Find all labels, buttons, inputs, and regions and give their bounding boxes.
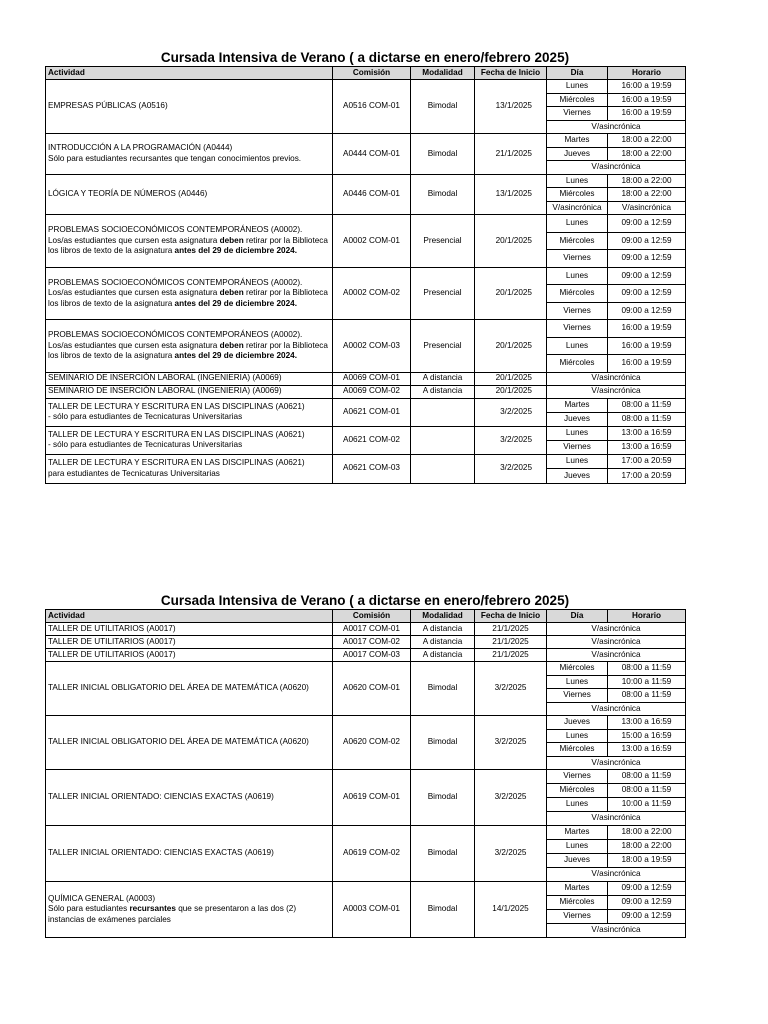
dia-cell: Lunes [547,798,608,812]
modalidad-cell: Bimodal [411,716,475,770]
actividad-note: que se presentaron a las dos (2) instancias de exámenes parciales [48,904,297,924]
actividad-note: Sólo para estudiantes [48,904,128,914]
fecha-cell: 3/2/2025 [475,770,547,826]
table-row [46,267,686,285]
comision-cell: A0621 COM-03 [333,454,411,483]
fecha-cell: 21/1/2025 [475,636,547,649]
horario-cell: 18:00 a 22:00 [608,840,686,854]
table-row [46,426,686,440]
actividad-cell [46,398,333,426]
horario-cell: 09:00 a 12:59 [608,285,686,303]
actividad-cell [46,267,333,320]
actividad-cell [46,426,333,454]
horario-cell: 13:00 a 16:59 [608,440,686,454]
dia-cell: Lunes [547,454,608,469]
actividad-note-bold: antes del 29 de diciembre 2024. [174,351,297,360]
horario-cell: 18:00 a 22:00 [608,826,686,840]
header-modalidad: Modalidad [411,67,475,80]
asincronica-cell: V/asincrónica [547,924,686,938]
dia-cell: Miércoles [547,896,608,910]
dia-cell: Viernes [547,770,608,784]
dia-cell: Lunes [547,840,608,854]
horario-cell: 18:00 a 22:00 [608,147,686,161]
table-row [46,80,686,94]
horario-cell: 15:00 a 16:59 [608,729,686,743]
dia-cell: Miércoles [547,232,608,250]
page-title: Cursada Intensiva de Verano ( a dictarse en enero/febrero 2025) [160,593,570,608]
horario-cell: 18:00 a 22:00 [608,174,686,188]
actividad-note-bold: deben [219,288,244,297]
table-row [46,174,686,188]
actividad-note: para estudiantes de Tecnicaturas Universitarias [48,468,220,478]
horario-cell: 08:00 a 11:59 [608,784,686,798]
dia-cell: Lunes [547,80,608,94]
table-row [46,770,686,784]
horario-cell: V/asincrónica [608,201,686,215]
comision-cell: A0620 COM-01 [333,662,411,716]
actividad-note: retirar por la Biblioteca los libros de texto de la asignatura [48,235,328,255]
dia-cell: Viernes [547,320,608,338]
table-row [46,882,686,896]
actividad-cell [46,454,333,483]
actividad-cell: TALLER INICIAL ORIENTADO: CIENCIAS EXACTAS (A0619) [46,770,333,826]
asincronica-cell: V/asincrónica [547,756,686,770]
horario-cell: 18:00 a 19:59 [608,854,686,868]
comision-cell: A0002 COM-02 [333,267,411,320]
comision-cell: A0002 COM-03 [333,320,411,373]
dia-cell: Martes [547,826,608,840]
actividad-name: PROBLEMAS SOCIOECONÓMICOS CONTEMPORÁNEOS (A0002). [48,277,303,287]
comision-cell: A0069 COM-02 [333,385,411,398]
dia-cell: Lunes [547,675,608,689]
dia-cell: Viernes [547,302,608,320]
dia-cell: Lunes [547,174,608,188]
fecha-cell: 21/1/2025 [475,649,547,662]
actividad-note: Los/as estudiantes que cursen esta asignatura [48,235,218,245]
comision-cell: A0002 COM-01 [333,215,411,268]
modalidad-cell: A distancia [411,623,475,636]
table-row [46,134,686,148]
table-row [46,398,686,412]
asincronica-cell: V/asincrónica [547,385,686,398]
comision-cell: A0003 COM-01 [333,882,411,938]
dia-cell: Jueves [547,469,608,484]
asincronica-cell: V/asincrónica [547,812,686,826]
comision-cell: A0621 COM-02 [333,426,411,454]
horario-cell: 17:00 a 20:59 [608,469,686,484]
fecha-cell: 3/2/2025 [475,716,547,770]
comision-cell: A0621 COM-01 [333,398,411,426]
actividad-cell: TALLER DE UTILITARIOS (A0017) [46,623,333,636]
fecha-cell: 20/1/2025 [475,372,547,385]
table-row [46,826,686,840]
actividad-cell: TALLER DE UTILITARIOS (A0017) [46,636,333,649]
horario-cell: 09:00 a 12:59 [608,250,686,268]
actividad-note-bold: antes del 29 de diciembre 2024. [174,246,297,255]
header-comision: Comisión [333,67,411,80]
dia-cell: Jueves [547,854,608,868]
comision-cell: A0017 COM-02 [333,636,411,649]
fecha-cell: 20/1/2025 [475,215,547,268]
horario-cell: 09:00 a 12:59 [608,232,686,250]
comision-cell: A0516 COM-01 [333,80,411,134]
header-horario: Horario [608,610,686,623]
actividad-name: PROBLEMAS SOCIOECONÓMICOS CONTEMPORÁNEOS (A0002). [48,225,303,234]
horario-cell: 09:00 a 12:59 [608,882,686,896]
actividad-note-bold: recursantes [129,904,176,914]
asincronica-cell: V/asincrónica [547,120,686,134]
header-actividad: Actividad [46,610,333,623]
asincronica-cell: V/asincrónica [547,623,686,636]
table-row [46,454,686,469]
dia-cell: Miércoles [547,662,608,676]
horario-cell: 10:00 a 11:59 [608,798,686,812]
schedule-table-2 [45,609,686,938]
header-comision: Comisión [333,610,411,623]
table-row [46,372,686,385]
actividad-cell: LÓGICA Y TEORÍA DE NÚMEROS (A0446) [46,174,333,215]
asincronica-cell: V/asincrónica [547,636,686,649]
horario-cell: 08:00 a 11:59 [608,689,686,703]
fecha-cell: 20/1/2025 [475,320,547,373]
modalidad-cell: A distancia [411,372,475,385]
fecha-cell: 14/1/2025 [475,882,547,938]
actividad-cell [46,215,333,268]
dia-cell: Viernes [547,440,608,454]
actividad-note: - sólo para estudiantes de Tecnicaturas Universitarias [48,412,243,421]
header-actividad: Actividad [46,67,333,80]
actividad-cell [46,320,333,373]
actividad-note: Los/as estudiantes que cursen esta asignatura [48,340,218,350]
horario-cell: 09:00 a 12:59 [608,302,686,320]
fecha-cell: 21/1/2025 [475,623,547,636]
modalidad-cell: Presencial [411,267,475,320]
horario-cell: 10:00 a 11:59 [608,675,686,689]
modalidad-cell [411,426,475,454]
horario-cell: 09:00 a 12:59 [608,267,686,285]
fecha-cell: 3/2/2025 [475,398,547,426]
table-row [46,215,686,233]
dia-cell: Lunes [547,267,608,285]
comision-cell: A0444 COM-01 [333,134,411,175]
comision-cell: A0446 COM-01 [333,174,411,215]
actividad-name: TALLER DE LECTURA Y ESCRITURA EN LAS DISCIPLINAS (A0621) [48,429,305,439]
comision-cell: A0620 COM-02 [333,716,411,770]
fecha-cell: 3/2/2025 [475,426,547,454]
dia-cell: Martes [547,398,608,412]
modalidad-cell: Bimodal [411,662,475,716]
fecha-cell: 3/2/2025 [475,454,547,483]
dia-cell: Miércoles [547,743,608,757]
modalidad-cell: A distancia [411,385,475,398]
header-row [46,67,686,80]
dia-cell: Viernes [547,910,608,924]
dia-cell: Jueves [547,412,608,426]
actividad-cell [46,134,333,175]
header-fecha: Fecha de Inicio [475,67,547,80]
horario-cell: 08:00 a 11:59 [608,662,686,676]
schedule-block-2 [45,593,685,938]
modalidad-cell: Bimodal [411,174,475,215]
modalidad-cell: Presencial [411,320,475,373]
horario-cell: 17:00 a 20:59 [608,454,686,469]
fecha-cell: 13/1/2025 [475,80,547,134]
actividad-cell [46,882,333,938]
header-dia: Día [547,67,608,80]
actividad-cell: TALLER INICIAL OBLIGATORIO DEL ÁREA DE MATEMÁTICA (A0620) [46,662,333,716]
horario-cell: 16:00 a 19:59 [608,355,686,373]
horario-cell: 09:00 a 12:59 [608,910,686,924]
horario-cell: 16:00 a 19:59 [608,80,686,94]
dia-cell: Jueves [547,716,608,730]
horario-cell: 09:00 a 12:59 [608,896,686,910]
actividad-cell: EMPRESAS PÚBLICAS (A0516) [46,80,333,134]
actividad-note-bold: deben [219,340,244,350]
horario-cell: 16:00 a 19:59 [608,107,686,121]
actividad-cell: SEMINARIO DE INSERCIÓN LABORAL (INGENIERIA) (A0069) [46,372,333,385]
modalidad-cell: A distancia [411,636,475,649]
comision-cell: A0619 COM-01 [333,770,411,826]
actividad-name: PROBLEMAS SOCIOECONÓMICOS CONTEMPORÁNEOS (A0002). [48,330,303,339]
horario-cell: 13:00 a 16:59 [608,426,686,440]
horario-cell: 08:00 a 11:59 [608,412,686,426]
dia-cell: Miércoles [547,784,608,798]
header-dia: Día [547,610,608,623]
horario-cell: 08:00 a 11:59 [608,770,686,784]
modalidad-cell: Presencial [411,215,475,268]
table-row [46,649,686,662]
actividad-note: - sólo para estudiantes de Tecnicaturas Universitarias [48,440,243,449]
horario-cell: 13:00 a 16:59 [608,716,686,730]
dia-cell: Lunes [547,215,608,233]
actividad-note: retirar por la Biblioteca los libros de texto de la asignatura [48,288,328,308]
fecha-cell: 3/2/2025 [475,662,547,716]
actividad-name: TALLER DE LECTURA Y ESCRITURA EN LAS DISCIPLINAS (A0621) [48,401,305,411]
horario-cell: 18:00 a 22:00 [608,134,686,148]
actividad-cell: SEMINARIO DE INSERCIÓN LABORAL (INGENIERIA) (A0069) [46,385,333,398]
modalidad-cell [411,454,475,483]
actividad-cell: TALLER INICIAL ORIENTADO: CIENCIAS EXACTAS (A0619) [46,826,333,882]
dia-cell: Lunes [547,337,608,355]
dia-cell: V/asincrónica [547,201,608,215]
asincronica-cell: V/asincrónica [547,372,686,385]
schedule-table-1 [45,66,686,484]
horario-cell: 13:00 a 16:59 [608,743,686,757]
header-row [46,610,686,623]
dia-cell: Miércoles [547,93,608,107]
modalidad-cell: Bimodal [411,80,475,134]
header-modalidad: Modalidad [411,610,475,623]
dia-cell: Lunes [547,426,608,440]
dia-cell: Miércoles [547,355,608,373]
page-title: Cursada Intensiva de Verano ( a dictarse en enero/febrero 2025) [160,50,570,65]
asincronica-cell: V/asincrónica [547,868,686,882]
header-horario: Horario [608,67,686,80]
modalidad-cell [411,398,475,426]
actividad-name: QUÍMICA GENERAL (A0003) [48,893,156,903]
table-row [46,716,686,730]
horario-cell: 16:00 a 19:59 [608,337,686,355]
actividad-cell: TALLER DE UTILITARIOS (A0017) [46,649,333,662]
horario-cell: 18:00 a 22:00 [608,188,686,202]
dia-cell: Martes [547,882,608,896]
fecha-cell: 13/1/2025 [475,174,547,215]
horario-cell: 09:00 a 12:59 [608,215,686,233]
table-row [46,636,686,649]
comision-cell: A0017 COM-01 [333,623,411,636]
dia-cell: Miércoles [547,285,608,303]
horario-cell: 16:00 a 19:59 [608,93,686,107]
fecha-cell: 20/1/2025 [475,385,547,398]
fecha-cell: 20/1/2025 [475,267,547,320]
actividad-note: retirar por la Biblioteca los libros de texto de la asignatura [48,340,328,360]
dia-cell: Viernes [547,689,608,703]
modalidad-cell: Bimodal [411,826,475,882]
dia-cell: Lunes [547,729,608,743]
modalidad-cell: Bimodal [411,882,475,938]
asincronica-cell: V/asincrónica [547,649,686,662]
actividad-note-bold: deben [219,235,244,245]
comision-cell: A0017 COM-03 [333,649,411,662]
dia-cell: Jueves [547,147,608,161]
modalidad-cell: Bimodal [411,134,475,175]
header-fecha: Fecha de Inicio [475,610,547,623]
table-row [46,623,686,636]
actividad-note-bold: antes del 29 de diciembre 2024. [174,298,297,308]
dia-cell: Miércoles [547,188,608,202]
actividad-cell: TALLER INICIAL OBLIGATORIO DEL ÁREA DE MATEMÁTICA (A0620) [46,716,333,770]
horario-cell: 08:00 a 11:59 [608,398,686,412]
table-row [46,320,686,338]
asincronica-cell: V/asincrónica [547,161,686,175]
fecha-cell: 21/1/2025 [475,134,547,175]
fecha-cell: 3/2/2025 [475,826,547,882]
modalidad-cell: A distancia [411,649,475,662]
actividad-name: TALLER DE LECTURA Y ESCRITURA EN LAS DISCIPLINAS (A0621) [48,458,305,467]
dia-cell: Viernes [547,107,608,121]
comision-cell: A0069 COM-01 [333,372,411,385]
horario-cell: 16:00 a 19:59 [608,320,686,338]
dia-cell: Martes [547,134,608,148]
dia-cell: Viernes [547,250,608,268]
table-row [46,662,686,676]
table-row [46,385,686,398]
schedule-block-1 [45,50,685,484]
comision-cell: A0619 COM-02 [333,826,411,882]
actividad-name: INTRODUCCIÓN A LA PROGRAMACIÓN (A0444) [48,143,233,153]
modalidad-cell: Bimodal [411,770,475,826]
actividad-note: Los/as estudiantes que cursen esta asignatura [48,288,218,297]
actividad-note: Sólo para estudiantes recursantes que tengan conocimientos previos. [48,153,302,163]
asincronica-cell: V/asincrónica [547,702,686,716]
